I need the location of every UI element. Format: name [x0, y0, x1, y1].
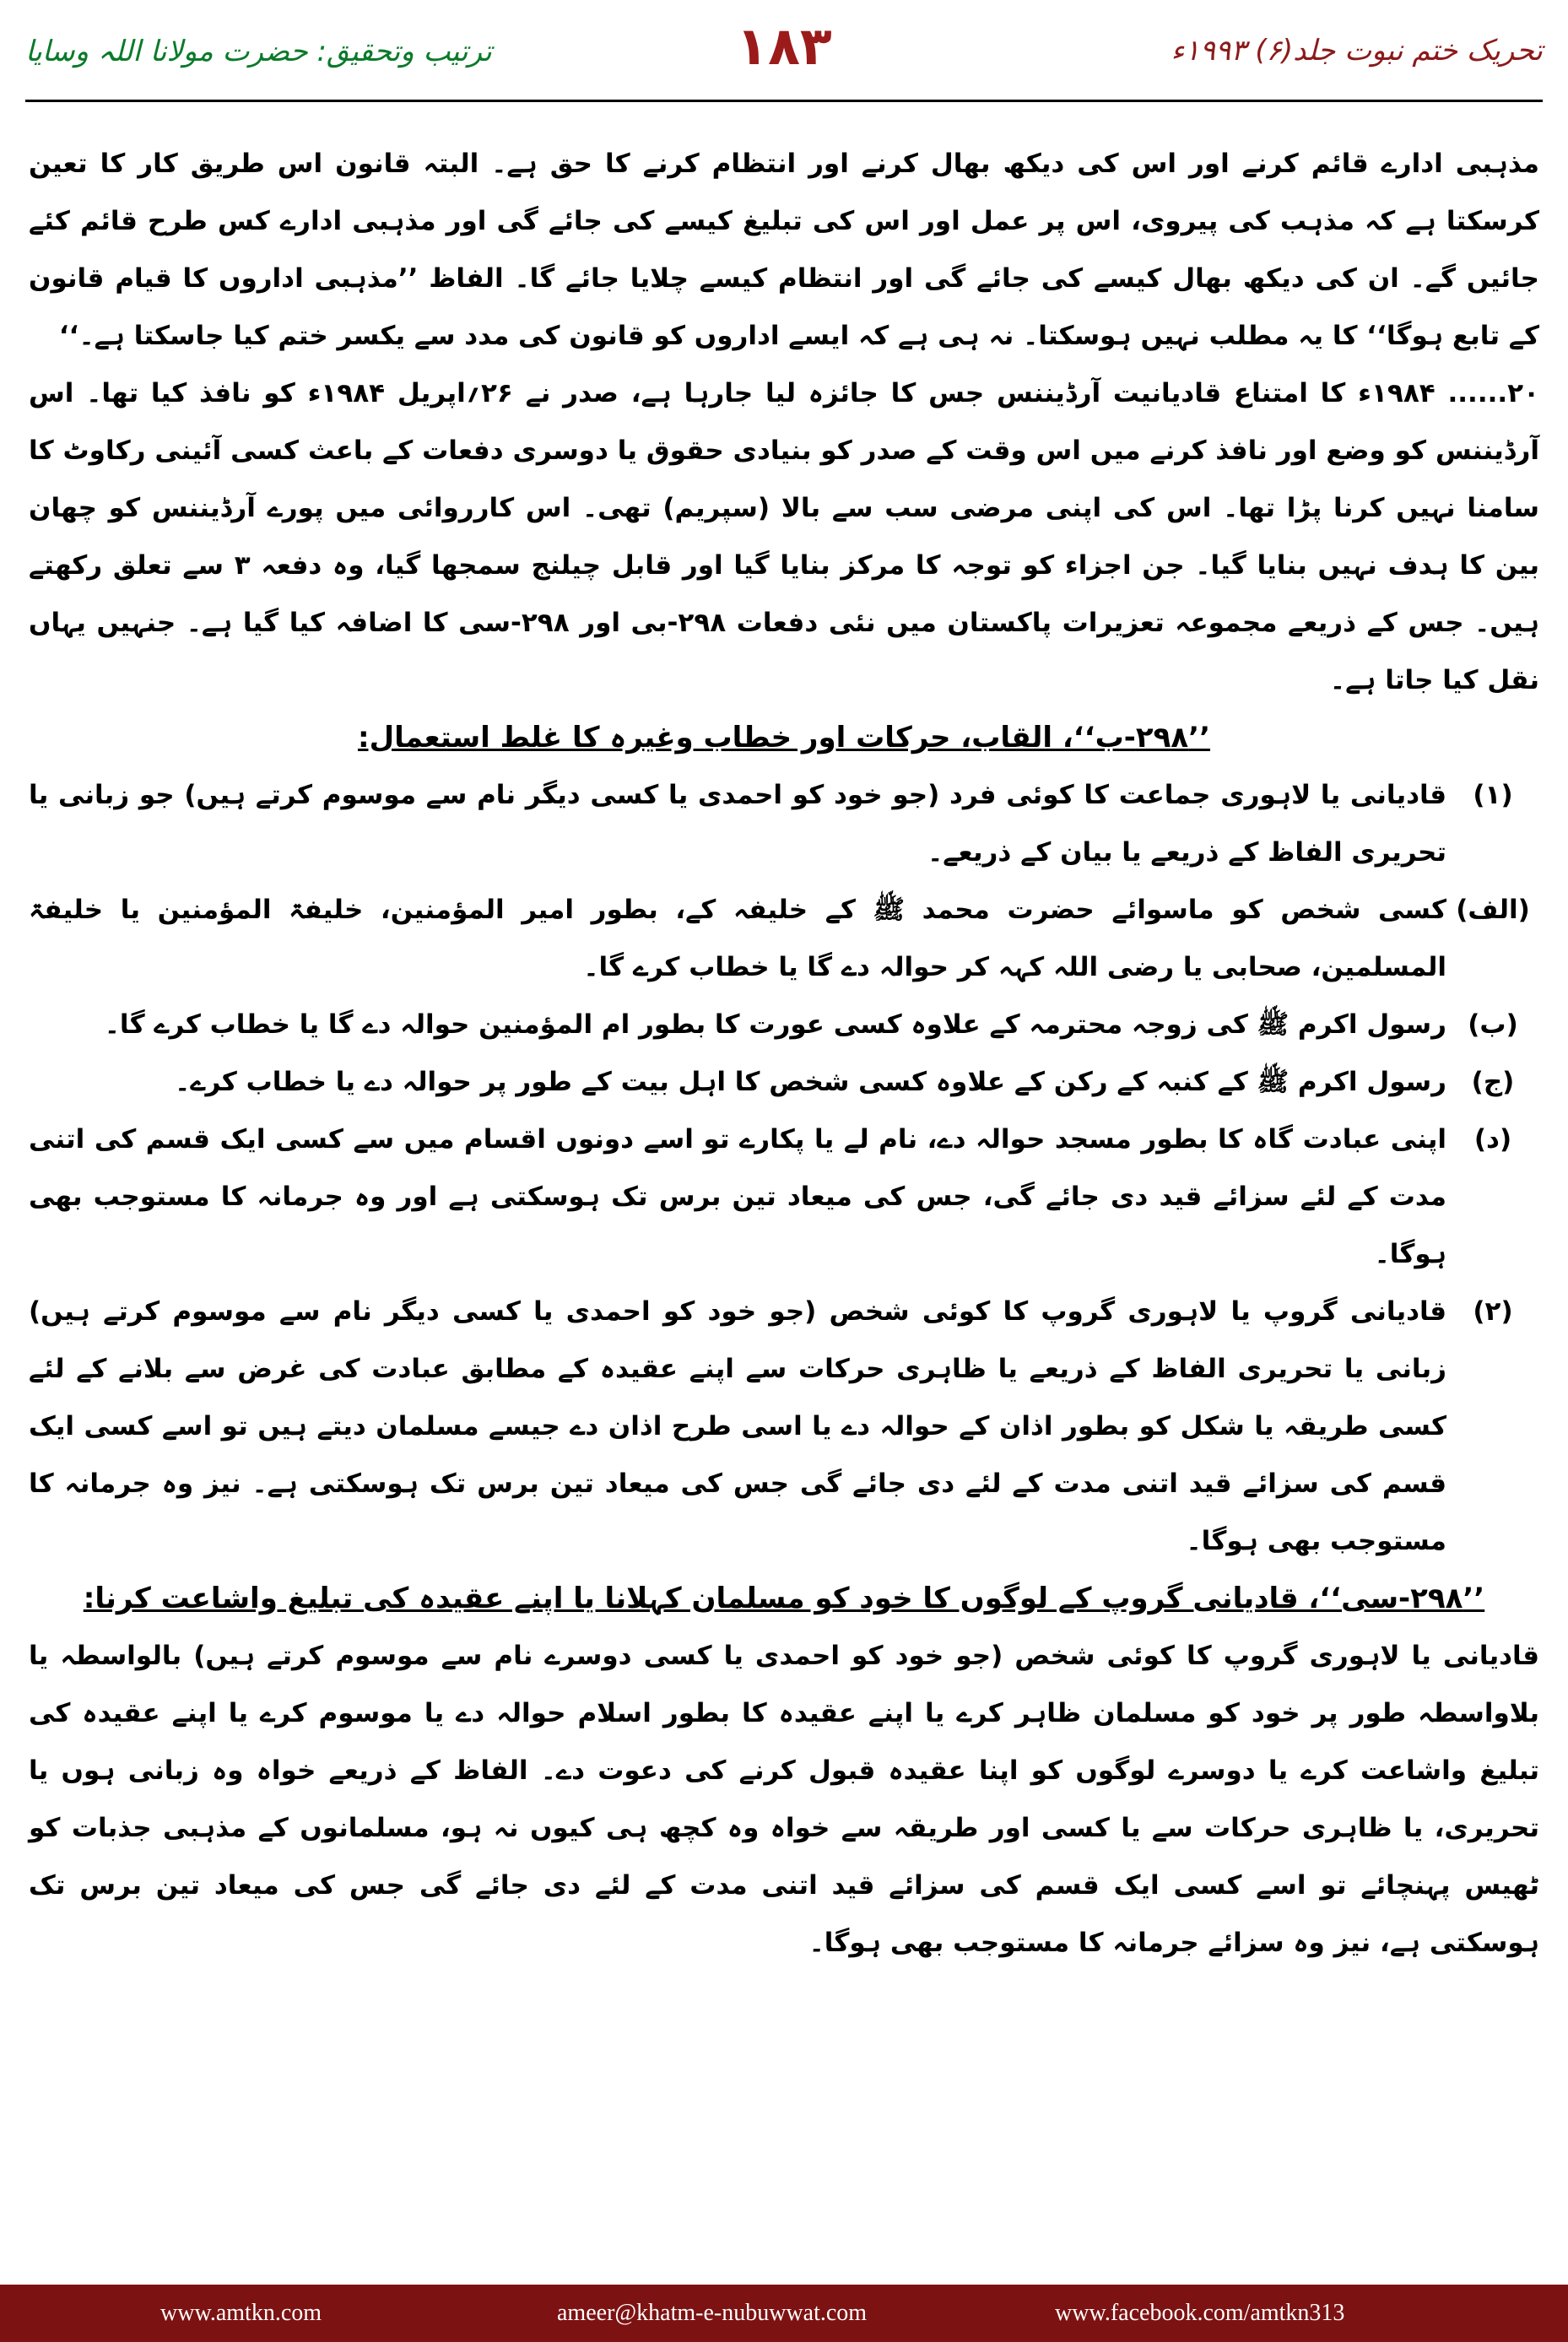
facebook-link[interactable]: www.facebook.com/amtkn313 [1055, 2300, 1345, 2326]
list-item [29, 1283, 1539, 1570]
item-marker: (ج) [1471, 1067, 1515, 1097]
paragraph: مذہبی ادارے قائم کرنے اور اس کی دیکھ بھال کرنے اور انتظام کرنے کا حق ہے۔ البتہ قانون اس طریق کار کا تعین کرسکتا ہے کہ مذہب کی پیروی، اس پر عمل اور اس کی تبلیغ کیسے کی جائے گی اور مذہبی ادارے کس طرح قائم کئے جائیں گے۔ ان کی دیکھ بھال کیسے کی جائے گی اور انتظام کیسے چلایا جائے گا۔ الفاظ ’’مذہبی اداروں کا قیام قانون کے تابع ہوگا‘‘ کا یہ مطلب نہیں ہوسکتا۔ نہ ہی ہے کہ ایسے اداروں کو قانون کی مدد سے یکسر ختم کیا جاسکتا ہے۔‘‘ [29, 149, 1539, 351]
item-text: رسول اکرم ﷺ کے کنبہ کے رکن کے علاوہ کسی شخص کا اہل بیت کے طور پر حوالہ دے یا خطاب کرے۔ [175, 1067, 1446, 1097]
item-text: قادیانی گروپ یا لاہوری گروپ کا کوئی شخص (جو خود کو احمدی یا کسی دیگر نام سے موسوم کرتے ہیں) زبانی یا تحریری الفاظ کے ذریعے یا ظاہری حرکات سے اپنے عقیدہ کے مطابق عبادت کی غرض سے بلانے کے لئے کسی طریقہ یا شکل کو بطور اذان کے حوالہ دے یا اسی طرح اذان دے جیسے مسلمان دیتے ہیں تو اسے کسی ایک قسم کی سزائے قید اتنی مدت کے لئے دی جائے گی جس کی میعاد تین برس تک ہوسکتی ہے۔ نیز وہ جرمانہ کا مستوجب بھی ہوگا۔ [29, 1296, 1446, 1556]
item-text: اپنی عبادت گاہ کا بطور مسجد حوالہ دے، نام لے یا پکارے تو اسے دونوں اقسام میں سے کسی ایک قسم کی اتنی مدت کے لئے سزائے قید دی جائے گی، جس کی میعاد تین برس تک ہوسکتی ہے اور وہ جرمانہ کا مستوجب بھی ہوگا۔ [29, 1124, 1446, 1269]
item-text: قادیانی یا لاہوری جماعت کا کوئی فرد (جو خود کو احمدی یا کسی دیگر نام سے موسوم کرتے ہیں) جو زبانی یا تحریری الفاظ کے ذریعے یا بیان کے ذریعے۔ [29, 780, 1446, 868]
paragraph: قادیانی یا لاہوری گروپ کا کوئی شخص (جو خود کو احمدی یا کسی دوسرے نام سے موسوم کرتے ہیں) بالواسطہ یا بلاواسطہ طور پر خود کو مسلمان ظاہر کرے یا اپنے عقیدہ کا بطور اسلام حوالہ دے یا موسوم کرے یا اپنے عقیدہ کی تبلیغ واشاعت کرے یا دوسرے لوگوں کو اپنا عقیدہ قبول کرنے کی دعوت دے۔ الفاظ کے ذریعے خواہ وہ زبانی ہوں یا تحریری، یا ظاہری حرکات سے یا کسی اور طریقہ سے خواہ وہ کچھ ہی کیوں نہ ہو، مسلمانوں کے مذہبی جذبات کو ٹھیس پہنچائے تو اسے کسی ایک قسم کی سزائے قید اتنی مدت کے لئے دی جائے گی جس کی میعاد تین برس تک ہوسکتی ہے، نیز وہ سزائے جرمانہ کا مستوجب بھی ہوگا۔ [29, 1641, 1539, 1958]
page-body [29, 135, 1539, 1971]
item-marker: (د) [1473, 1124, 1512, 1155]
book-title: تحریک ختم نبوت جلد(۶) ۱۹۹۳ء [1171, 34, 1543, 68]
item-marker: (ب) [1468, 1009, 1518, 1040]
header-divider [25, 100, 1543, 102]
page-footer [0, 2285, 1568, 2342]
list-item [29, 996, 1539, 1053]
item-marker: (۱) [1473, 780, 1513, 810]
item-text: کسی شخص کو ماسوائے حضرت محمد ﷺ کے خلیفہ کے، بطور امیر المؤمنین، خلیفۃ المؤمنین یا خلیفۃ المسلمین، صحابی یا رضی اللہ کہہ کر حوالہ دے گا یا خطاب کرے گا۔ [29, 895, 1446, 982]
section-heading-298b: ’’۲۹۸-ب‘‘، القاب، حرکات اور خطاب وغیرہ کا غلط استعمال: [357, 721, 1211, 755]
list-item [29, 1053, 1539, 1111]
list-item [29, 881, 1539, 996]
item-marker: (الف) [1456, 895, 1530, 925]
email-link[interactable]: ameer@khatm-e-nubuwwat.com [557, 2300, 868, 2326]
item-marker: (۲) [1473, 1296, 1513, 1327]
section-heading-298c: ’’۲۹۸-سی‘‘، قادیانی گروپ کے لوگوں کا خود کو مسلمان کہلانا یا اپنے عقیدہ کی تبلیغ واشاعت کرنا: [83, 1582, 1485, 1615]
page-header [0, 0, 1568, 101]
website-link[interactable]: www.amtkn.com [160, 2300, 322, 2326]
paragraph: ۲۰...... ۱۹۸۴ء کا امتناع قادیانیت آرڈیننس جس کا جائزہ لیا جارہا ہے، صدر نے ۲۶؍اپریل ۱۹۸۴ء کو نافذ کیا تھا۔ اس آرڈیننس کو وضع اور نافذ کرنے میں اس وقت کے صدر کو بنیادی حقوق یا دوسری دفعات کے باعث کسی آئینی رکاوٹ کا سامنا نہیں کرنا پڑا تھا۔ اس کی اپنی مرضی سب سے بالا (سپریم) تھی۔ اس کارروائی میں پورے آرڈیننس کو چھان بین کا ہدف نہیں بنایا گیا۔ جن اجزاء کو توجہ کا مرکز بنایا گیا اور قابل چیلنج سمجھا گیا، وہ دفعہ ۳ سے تعلق رکھتے ہیں۔ جس کے ذریعے مجموعہ تعزیرات پاکستان میں نئی دفعات ۲۹۸-بی اور ۲۹۸-سی کا اضافہ کیا گیا ہے۔ جنہیں یہاں نقل کیا جاتا ہے۔ [29, 378, 1539, 695]
list-item [29, 766, 1539, 881]
page-number: ۱۸۳ [736, 15, 832, 77]
compiler-credit: ترتیب وتحقیق: حضرت مولانا اللہ وسایا [25, 35, 492, 68]
list-item [29, 1111, 1539, 1283]
item-text: رسول اکرم ﷺ کی زوجہ محترمہ کے علاوہ کسی عورت کا بطور ام المؤمنین حوالہ دے گا یا خطاب کرے گا۔ [104, 1009, 1446, 1040]
